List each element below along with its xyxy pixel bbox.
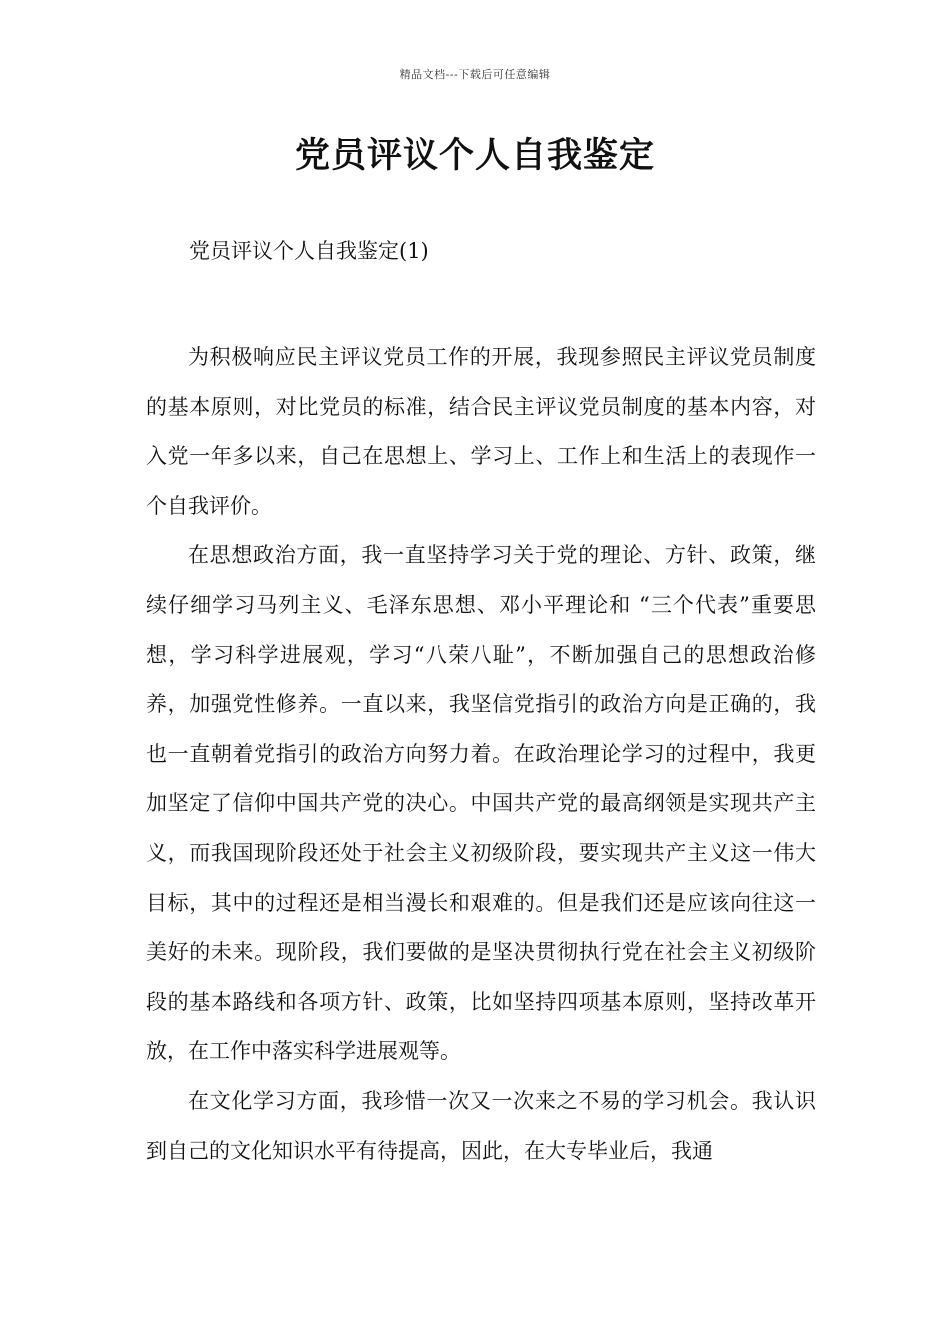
paragraph-intro: 为积极响应民主评议党员工作的开展，我现参照民主评议党员制度的基本原则，对比党员的标准，结合民主评议党员制度的基本内容，对入党一年多以来，自己在思想上、学习上、工作上和生活上的表现作一个自我评价。 [146,345,816,518]
page-header-note: 精品文档---下载后可任意编辑 [399,68,551,81]
document-title: 党员评议个人自我鉴定 [294,135,655,176]
paragraph-cultural-study: 在文化学习方面，我珍惜一次又一次来之不易的学习机会。我认识到自己的文化知识水平有待提高，因此，在大专毕业后，我通 [146,1088,816,1163]
document-subtitle: 党员评议个人自我鉴定(1) [189,239,429,263]
paragraph-political-thought: 在思想政治方面，我一直坚持学习关于党的理论、方针、政策，继续仔细学习马列主义、毛泽东思想、邓小平理论和 “三个代表”重要思想，学习科学进展观，学习“八荣八耻”，不断加强自己的思想政治修养，加强党性修养。一直以来，我坚信党指引的政治方向是正确的，我也一直朝着党指引的政治方向努力着。在政治理论学习的过程中，我更加坚定了信仰中国共产党的决心。中国共产党的最高纲领是实现共产主义，而我国现阶段还处于社会主义初级阶段，要实现共产主义这一伟大目标，其中的过程还是相当漫长和艰难的。但是我们还是应该向往这一美好的未来。现阶段，我们要做的是坚决贯彻执行党在社会主义初级阶段的基本路线和各项方针、政策，比如坚持四项基本原则，坚持改革开放，在工作中落实科学进展观等。 [146,543,816,1064]
document-body [146,333,816,1176]
